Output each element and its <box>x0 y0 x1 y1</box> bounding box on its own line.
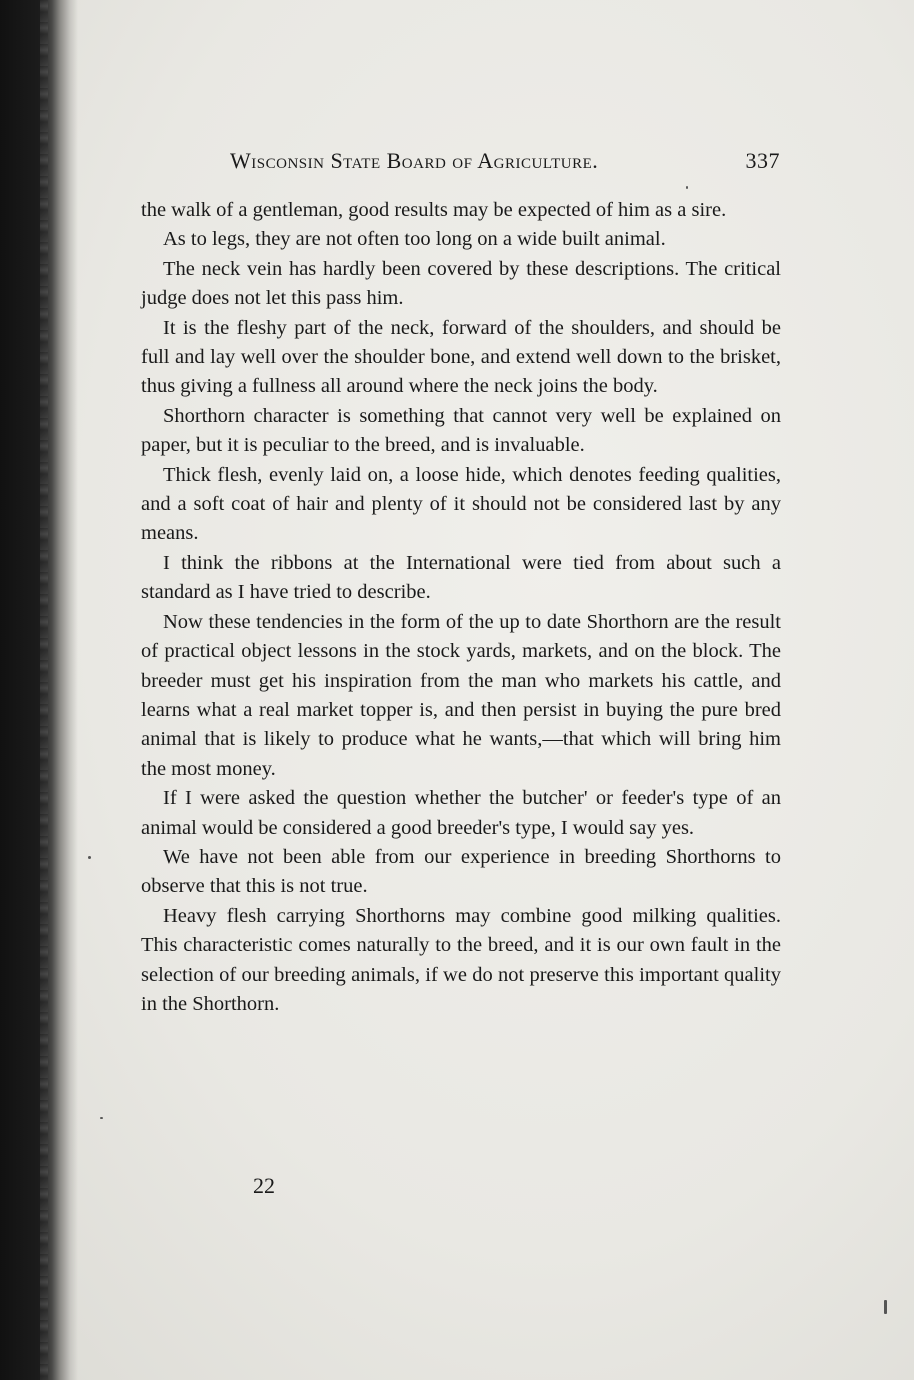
paragraph: The neck vein has hardly been covered by these descriptions. The critical judge does not let this pass him. <box>141 257 781 310</box>
paragraph: If I were asked the question whether the butcher' or feeder's type of an animal would be considered a good breeder's type, I would say yes. <box>141 787 781 839</box>
paragraph: Shorthorn character is something that cannot very well be explained on paper, but it is peculiar to the breed, and is invaluable. <box>141 404 781 457</box>
printer-signature-mark: 22 <box>253 1173 275 1198</box>
paragraph: Now these tendencies in the form of the up to date Shorthorn are the result of practical object lessons in the stock yards, markets, and on the block. The breeder must get his inspiration from the man who markets his cattle, and learns what a real market topper is, and then persist in buying the pure bred animal that is likely to produce what he wants,—that which will bring him the most money. <box>141 610 781 780</box>
page-number: 337 <box>745 148 780 173</box>
paper-speck <box>884 1300 887 1314</box>
book-binding-shadow <box>0 0 78 1380</box>
paragraph: Thick flesh, evenly laid on, a loose hide, which denotes feeding qualities, and a soft coat of hair and plenty of it should not be considered last by any means. <box>141 463 781 545</box>
paragraph: We have not been able from our experience in breeding Shorthorns to observe that this is not true. <box>141 845 781 898</box>
running-header <box>230 144 780 180</box>
paper-speck <box>686 186 688 189</box>
paragraph: I think the ribbons at the International were tied from about such a standard as I have tried to describe. <box>141 551 781 604</box>
book-spine-texture <box>40 0 48 1380</box>
paragraph: As to legs, they are not often too long on a wide built animal. <box>163 228 666 251</box>
body-text <box>141 196 781 1019</box>
paragraph: the walk of a gentleman, good results may be expected of him as a sire. <box>141 199 727 221</box>
running-header-title: Wisconsin State Board of Agriculture. <box>230 148 599 173</box>
paper-speck <box>100 1117 103 1119</box>
paragraph: Heavy flesh carrying Shorthorns may combine good milking qualities. This characteristic comes naturally to the breed, and it is our own fault in the selection of our breeding animals, if we do not preserve this important quality in the Shorthorn. <box>141 904 781 1015</box>
paragraph: It is the fleshy part of the neck, forward of the shoulders, and should be full and lay well over the shoulder bone, and extend well down to the brisket, thus giving a fullness all around where the neck joins the body. <box>141 316 781 398</box>
paper-speck <box>88 856 91 859</box>
